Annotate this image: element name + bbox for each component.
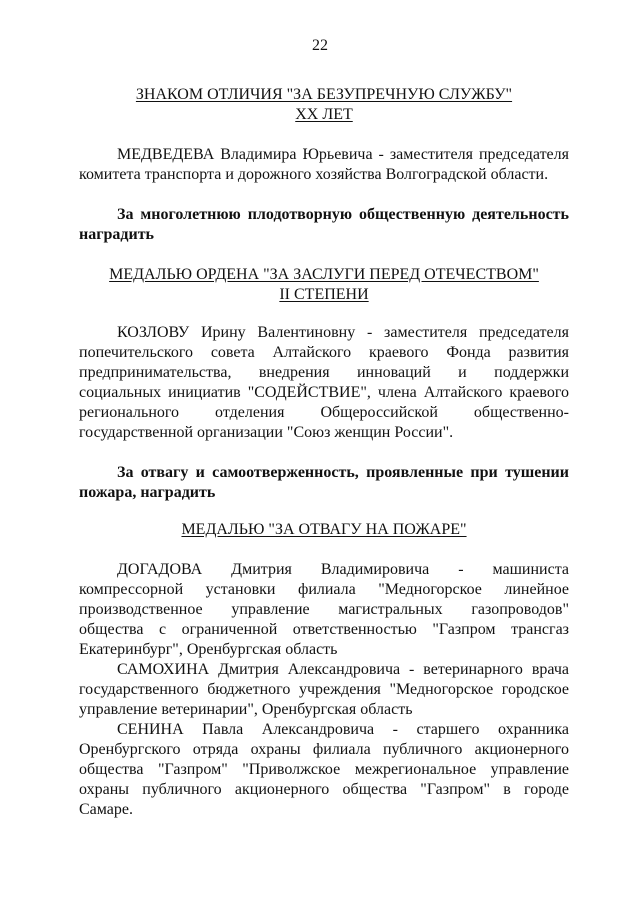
award-line: Самаре. — [79, 801, 133, 818]
section1-award — [79, 145, 569, 185]
award-line: САМОХИНА Дмитрия Александровича - ветеринарного врача — [117, 661, 569, 678]
page-number: 22 — [312, 37, 328, 54]
award-line: производственное управление магистральных газопроводов" — [79, 601, 569, 618]
award-line: попечительского совета Алтайского краевого Фонда развития — [79, 344, 569, 361]
award-line: общества с ограниченной ответственностью "Газпром трансгаз — [79, 621, 569, 638]
award-line: управление ветеринарии", Оренбургская область — [79, 701, 413, 718]
award-line: охраны публичного акционерного общества "Газпром" в городе — [79, 781, 569, 798]
section2-heading — [79, 265, 569, 305]
award-line: предпринимательства, внедрения инноваций и поддержки — [79, 364, 569, 381]
section3-award-2 — [79, 660, 569, 720]
heading-line: МЕДАЛЬЮ ОРДЕНА "ЗА ЗАСЛУГИ ПЕРЕД ОТЕЧЕСТВОМ" — [109, 266, 539, 283]
heading-line: ЗНАКОМ ОТЛИЧИЯ "ЗА БЕЗУПРЕЧНУЮ СЛУЖБУ" — [135, 86, 513, 103]
intro-line: За многолетнюю плодотворную общественную деятельность — [117, 206, 569, 223]
award-line: социальных инициатив "СОДЕЙСТВИЕ", члена Алтайского краевого — [79, 384, 569, 401]
intro-line: наградить — [79, 226, 155, 243]
award-line: Екатеринбург", Оренбургская область — [79, 641, 338, 658]
award-line: государственного бюджетного учреждения "Медногорское городское — [79, 681, 569, 698]
award-line: МЕДВЕДЕВА Владимира Юрьевича - заместителя председателя — [117, 146, 569, 163]
intro-line: За отвагу и самоотверженность, проявленные при тушении — [117, 464, 569, 481]
award-line: компрессорной установки филиала "Медногорское линейное — [79, 581, 569, 598]
award-line: регионального отделения Общероссийской общественно- — [79, 404, 569, 421]
award-line: государственной организации "Союз женщин России". — [79, 424, 454, 441]
heading-line: МЕДАЛЬЮ "ЗА ОТВАГУ НА ПОЖАРЕ" — [181, 521, 467, 538]
heading-line: II СТЕПЕНИ — [279, 286, 369, 303]
section3-award-3 — [79, 720, 569, 820]
award-line: комитета транспорта и дорожного хозяйства Волгоградской области. — [79, 166, 549, 183]
section2-intro — [79, 205, 569, 245]
section3-heading — [79, 520, 569, 540]
section3-intro — [79, 463, 569, 503]
heading-line: XX ЛЕТ — [295, 106, 353, 123]
award-line: общества "Газпром" "Приволжское межрегиональное управление — [79, 761, 569, 778]
section3-award-1 — [79, 560, 569, 660]
intro-line: пожара, наградить — [79, 484, 216, 501]
award-line: ДОГАДОВА Дмитрия Владимировича - машиниста — [117, 561, 569, 578]
section2-award — [79, 323, 569, 443]
award-line: Оренбургского отряда охраны филиала публичного акционерного — [79, 741, 569, 758]
award-line: СЕНИНА Павла Александровича - старшего охранника — [117, 721, 569, 738]
award-line: КОЗЛОВУ Ирину Валентиновну - заместителя председателя — [117, 324, 569, 341]
section1-heading — [79, 85, 569, 125]
